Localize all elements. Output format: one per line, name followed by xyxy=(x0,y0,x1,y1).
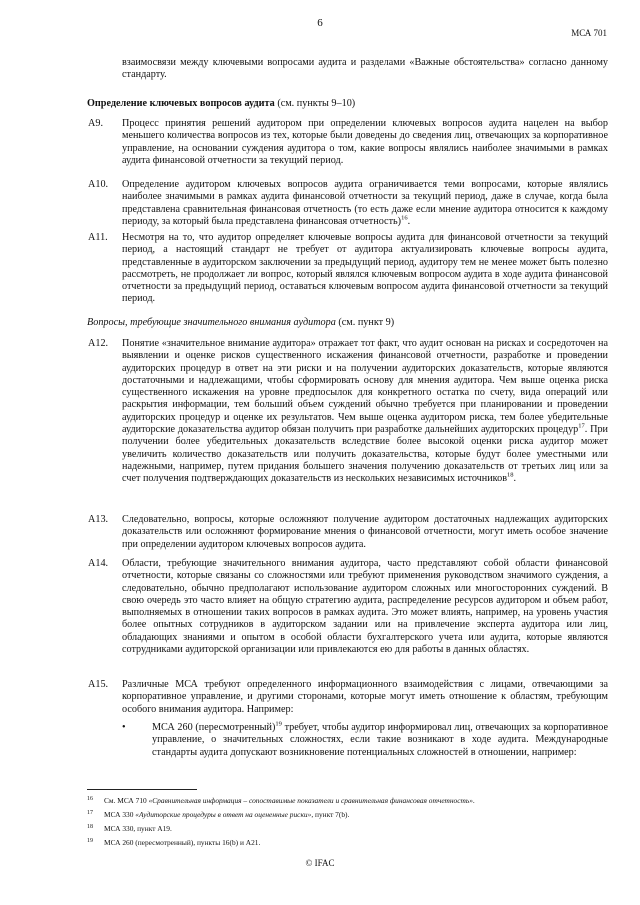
paragraph-label: A10. xyxy=(88,179,109,190)
footnote-divider xyxy=(87,789,197,790)
bullet-item xyxy=(122,722,608,759)
section-title: Определение ключевых вопросов аудита xyxy=(87,98,275,109)
paragraph-a11 xyxy=(88,232,608,306)
page-number: 6 xyxy=(317,17,323,29)
section-heading-key-matters xyxy=(87,98,355,109)
footnote-ref: 18 xyxy=(507,471,514,479)
footnote-number: 19 xyxy=(87,838,93,844)
paragraph-text: Определение аудитором ключевых вопросов аудита ограничивается теми вопросами, которые являлись наиболее значимыми в рамках аудита финансовой отчетности за текущий период, даже в случае, когда была представлена сравнительная финансовая отчетность (то есть даже если мнение аудитора относится к каждому периоду, за который была представлена финансовая отчетность)$^{16}$. xyxy=(122,179,608,227)
footnote-ref: 19 xyxy=(275,720,282,728)
paragraph-text: Следовательно, вопросы, которые осложняют получение аудитором достаточных надлежащих аудиторских доказательств или осложняют формирование мнения о финансовой отчетности, могут иметь особое значение при определении аудитором ключевых вопросов аудита. xyxy=(122,514,608,550)
paragraph-a12 xyxy=(88,338,608,486)
section-ref: (см. пункты 9–10) xyxy=(277,98,356,109)
paragraph-label: A15. xyxy=(88,679,109,690)
paragraph-text: Процесс принятия решений аудитором при определении ключевых вопросов аудита нацелен на выбор меньшего количества вопросов из тех, которые были доведены до сведения лиц, отвечающих за корпоративное управление, на основании суждения аудитора о том, какие вопросы являлись наиболее значимыми в рамках аудита финансовой отчетности за текущий период. xyxy=(122,118,608,166)
paragraph-a14 xyxy=(88,558,608,656)
paragraph-text: Понятие «значительное внимание аудитора» отражает тот факт, что аудит основан на рисках и сосредоточен на выявлении и оценке рисков существенного искажения финансовой отчетности, разработке и проведении аудиторских процедур в ответ на эти риски и на получении аудиторских доказательств, которые являются достаточными и надлежащими, чтобы сформировать основу для мнения аудитора. Чем выше оценка риска существенного искажения на уровне предпосылок для конкретного остатка по счету, вида операций или раскрытия информации, тем больший объем суждений обычно требуется при планировании и проведении аудиторских процедур и оценке их результатов. Чем выше оценка аудитором риска, тем более убедительные аудиторские доказательства аудитор обязан получить при разработке дальнейших аудиторских процедур$^{17}$. При получении более убедительных доказательств вследствие более высокой оценки риска аудитор может увеличить количество доказательств или получить доказательства, которые будут более уместными или надежными, например, путем придания большего значения получению доказательств от третьих лиц или за счет получения подтверждающих доказательств из нескольких независимых источников$^{18}$. xyxy=(122,338,608,485)
paragraph-text: Несмотря на то, что аудитор определяет ключевые вопросы аудита для финансовой отчетности за текущий период, а настоящий стандарт не требует от аудитора актуализировать ключевые вопросы аудита, представленные в аудиторском заключении за предыдущий период, аудитору тем не менее может быть полезно рассмотреть, не продолжает ли вопрос, который являлся ключевым вопросом аудита в ходе аудита финансовой отчетности за предыдущий период, оставаться ключевым вопросом аудита финансовой отчетности за текущий период. xyxy=(122,232,608,305)
copyright-footer: © IFAC xyxy=(305,858,335,868)
paragraph-label: A9. xyxy=(88,118,103,129)
bullet-icon: • xyxy=(122,722,126,733)
paragraph-a13 xyxy=(88,514,608,551)
footnote-18: 18 МСА 330, пункт A19. xyxy=(87,824,172,833)
footnote-ref: 17 xyxy=(578,422,585,430)
footnote-16: 16 См. МСА 710 «Сравнительная информация – сопоставимые показатели и сравнительная финансовая отчетность». xyxy=(87,796,475,805)
footnote-17: 17 МСА 330 «Аудиторские процедуры в ответ на оцененные риски», пункт 7(b). xyxy=(87,810,350,819)
continuation-text: взаимосвязи между ключевыми вопросами аудита и разделами «Важные обстоятельства» согласно данному стандарту. xyxy=(122,57,608,81)
standard-label: МСА 701 xyxy=(571,28,607,38)
paragraph-a9 xyxy=(88,118,608,167)
paragraph-text: Различные МСА требуют определенного информационного взаимодействия с лицами, отвечающими за корпоративное управление, и другими сторонами, которые могут иметь отношение к областям, требующим особого внимания аудитора. Например: xyxy=(122,679,608,715)
footnote-19: 19 МСА 260 (пересмотренный), пункты 16(b) и A21. xyxy=(87,838,261,847)
section-title: Вопросы, требующие значительного внимания аудитора xyxy=(87,317,336,328)
paragraph-label: A14. xyxy=(88,558,109,569)
footnote-number: 16 xyxy=(87,796,93,802)
footnote-ref: 16 xyxy=(401,214,408,222)
paragraph-label: A11. xyxy=(88,232,108,243)
paragraph-a15 xyxy=(88,679,608,716)
paragraph-a10 xyxy=(88,179,608,228)
section-ref: (см. пункт 9) xyxy=(338,317,395,328)
footnote-number: 18 xyxy=(87,824,93,830)
bullet-text: МСА 260 (пересмотренный)$^{19}$ требует, чтобы аудитор информировал лиц, отвечающих за корпоративное управление, о значительных сложностях, если такие возникают в ходе аудита. Международные стандарты аудита допускают возникновение потенциальных сложностей в отношении, например: xyxy=(152,720,608,758)
paragraph-label: A12. xyxy=(88,338,109,349)
section-heading-significant-attention xyxy=(87,317,394,328)
paragraph-label: A13. xyxy=(88,514,109,525)
paragraph-text: Области, требующие значительного внимания аудитора, часто представляют собой области финансовой отчетности, которые связаны со сложностями или требуют применения руководством значимого суждения, а следовательно, обычно предполагают использование аудитором сложных или многосторонних суждений. В свою очередь это часто влияет на общую стратегию аудита, распределение ресурсов аудитором и объем работ, выполняемых в отношении таких вопросов в рамках аудита. Это может влиять, например, на уровень участия более опытных сотрудников в аудиторском задании или на привлечение эксперта аудитора или лиц, обладающих знаниями и опытом в особой области бухгалтерского учета или аудита, которые являются сотрудниками аудиторской организации или привлекаются ею для работы в данных областях. xyxy=(122,558,608,656)
footnote-number: 17 xyxy=(87,810,93,816)
